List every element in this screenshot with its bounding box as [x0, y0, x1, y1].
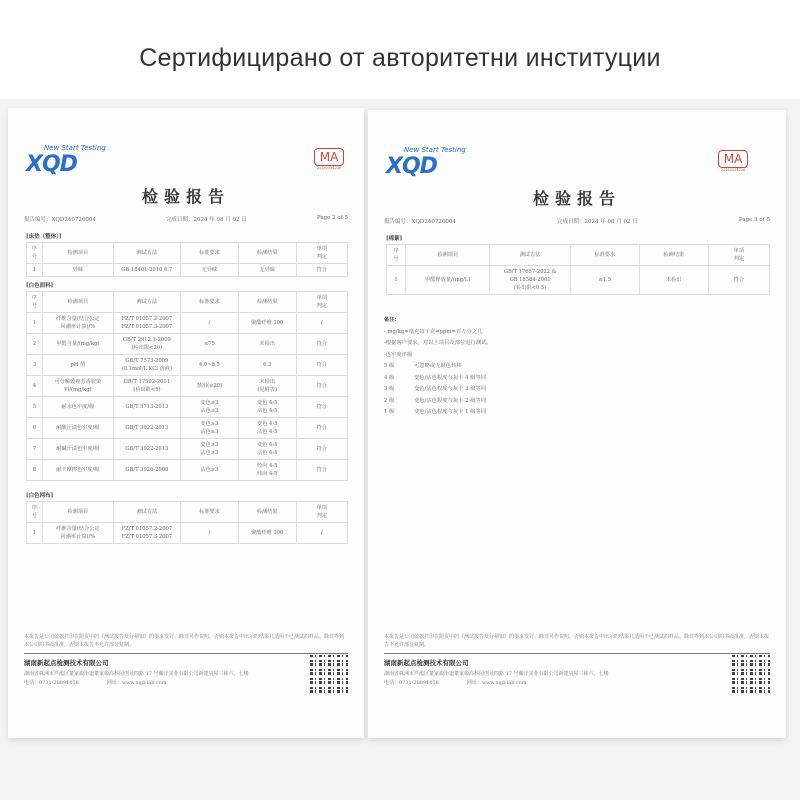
table-cell: FZ/T 01057.2-2007 FZ/T 01057.3-2007	[113, 523, 180, 544]
table-cell: GB/T 17592-2011 (检出限<5)	[113, 376, 180, 397]
table-header-row	[387, 245, 770, 266]
logo-tagline: New Start Testing	[44, 144, 106, 152]
table-row	[27, 313, 348, 334]
table-cell: 1	[387, 266, 406, 295]
column-header: 单项 判定	[708, 245, 769, 266]
column-header: 检测项目	[406, 245, 490, 266]
table-cell: 符合	[296, 376, 347, 397]
table-cell: 耐碱汗渍色牢度/级	[43, 439, 114, 460]
results-table	[26, 242, 348, 277]
table-cell: 未检出 (见附表)	[238, 376, 296, 397]
table-cell: 变色≥3 沾色≥3	[181, 439, 239, 460]
qr-code	[732, 655, 770, 693]
section-label: [床垫（整体）]	[26, 234, 62, 240]
table-cell: FZ/T 01057.2-2007 FZ/T 01057.3-2007	[113, 313, 180, 334]
note-line: - mg/kg=毫克每千克=ppm=百万分之几	[384, 328, 483, 335]
table-cell: GB/T 2912.1-2009 (检出限<20)	[113, 334, 180, 355]
table-cell: /	[296, 313, 347, 334]
table-cell: 无异味	[181, 264, 239, 277]
table-cell: 经向 4-5 纬向 4-5	[238, 460, 296, 481]
page-number: Page 2 of 5	[316, 215, 348, 221]
table-cell: 耐酸汗渍色牢度/级	[43, 418, 114, 439]
table-cell: 变色 4-5 沾色 4-5	[238, 439, 296, 460]
company-address: 湖南省株洲市芦淞区董家塅街道董家塅高科园创业四路 17 号瀚洋实业有限公司新建房屋三栋六、七楼	[384, 671, 609, 677]
table-row	[27, 355, 348, 376]
table-cell: GB/T 3922-2013	[113, 418, 180, 439]
table-cell: GB/T 3922-2013	[113, 439, 180, 460]
grade-level: 3 级	[384, 386, 395, 392]
phone: 电话：0731-28891058	[384, 680, 439, 686]
column-header: 检测项目	[43, 243, 114, 264]
table-row	[27, 460, 348, 481]
logo-mark: XQD	[386, 154, 437, 179]
column-header: 检测项目	[43, 502, 114, 523]
column-header: 序 号	[387, 245, 406, 266]
contact-line	[384, 679, 770, 686]
table-cell: ≤1.5	[570, 266, 639, 295]
table-cell: 符合	[296, 460, 347, 481]
table-cell: GB/T 17657-2022 & GB 18584-2001 (检出限<0.5)	[490, 266, 570, 295]
table-cell: 未检出	[238, 334, 296, 355]
logo-tagline: New Start Testing	[404, 146, 466, 154]
table-row	[27, 439, 348, 460]
column-header: 检测结果	[639, 245, 708, 266]
table-header-row	[27, 502, 348, 523]
results-tables	[26, 228, 348, 544]
results-table	[386, 244, 770, 295]
table-cell: 聚酯纤维 100	[238, 523, 296, 544]
report-footer	[384, 633, 770, 686]
table-cell: 甲醛释放量/(mg/L)	[406, 266, 490, 295]
note-line: -色牢度评级	[384, 351, 413, 358]
cma-number: 22180534236	[316, 166, 342, 170]
table-cell: GB/T 7573-2009 (0.1mol/L KCl 溶液)	[113, 355, 180, 376]
grade-row	[384, 361, 492, 373]
table-cell: 异味	[43, 264, 114, 277]
table-cell: 纤维含量(结合公定 回潮率计算)/%	[43, 313, 114, 334]
grade-desc: 变色/沾色程度与灰卡 2 级等同	[414, 397, 487, 404]
logo	[26, 144, 116, 180]
logo-mark: XQD	[26, 152, 77, 177]
banner	[0, 0, 800, 100]
table-cell: 甲醛含量/(mg/kg)	[43, 334, 114, 355]
table-cell: 1	[27, 313, 43, 334]
completion-date: 完成日期：2024 年 08 月 02 日	[556, 219, 638, 225]
table-cell: 6	[27, 418, 43, 439]
table-cell: GB/T 5713-2013	[113, 397, 180, 418]
report-page-2	[8, 108, 364, 738]
table-cell: 纤维含量(结合公定 回潮率计算)/%	[43, 523, 114, 544]
table-row	[27, 334, 348, 355]
page-number: Page 3 of 5	[738, 217, 770, 223]
table-cell: 耐水色牢度/级	[43, 397, 114, 418]
table-cell: 7	[27, 439, 43, 460]
table-header-row	[27, 292, 348, 313]
grade-level: 2 级	[384, 397, 395, 404]
column-header: 检测结果	[238, 243, 296, 264]
column-header: 单项 判定	[296, 502, 347, 523]
completion-date: 完成日期：2024 年 08 月 02 日	[165, 217, 247, 223]
disclaimer: 本报告是公司依据打印在附页中的《测试报告发行须知》的要求发行。除非另作说明，否则本报告中出示的结果只适用于已测试的样品。除非得到本公司的书面批准，否则本报告不允许部分复制。	[24, 633, 348, 654]
table-header-row	[27, 243, 348, 264]
report-title: 检验报告	[141, 187, 230, 206]
table-row	[27, 264, 348, 277]
report-page-3	[368, 110, 786, 738]
grade-level: 5 级	[384, 363, 395, 369]
report-number: 报告编号：XQD240726004	[384, 219, 456, 225]
table-cell: pH 值	[43, 355, 114, 376]
table-cell: 符合	[296, 397, 347, 418]
table-cell: 符合	[708, 266, 769, 295]
table-cell: 6.3	[238, 355, 296, 376]
column-header: 测试方法	[490, 245, 570, 266]
cma-seal	[718, 150, 748, 172]
grade-level: 1 级	[384, 409, 395, 415]
table-cell: 变色≥3 沾色≥3	[181, 418, 239, 439]
table-cell: 禁用(≤20)	[181, 376, 239, 397]
table-cell: 耐干摩擦色牢度/级	[43, 460, 114, 481]
website: 网址：www.xqd-lab.com	[106, 680, 167, 686]
column-header: 检测结果	[238, 502, 296, 523]
cma-mark: MA	[314, 148, 344, 166]
table-cell: 4.0~8.5	[181, 355, 239, 376]
company-name: 湖南新起点检测技术有限公司	[384, 659, 469, 667]
column-header: 检测结果	[238, 292, 296, 313]
table-cell: 可分解致癌芳香胺染 料/(mg/kg)	[43, 376, 114, 397]
report-title: 检验报告	[532, 189, 621, 208]
section-label: [白色面料]	[26, 283, 54, 289]
column-header: 标准要求	[181, 292, 239, 313]
grade-desc: 变色/沾色程度与灰卡 1 级等同	[414, 409, 487, 415]
table-cell: 5	[27, 397, 43, 418]
table-cell: ≤75	[181, 334, 239, 355]
table-cell: 2	[27, 334, 43, 355]
table-cell: 聚酯纤维 100	[238, 313, 296, 334]
table-cell: 8	[27, 460, 43, 481]
qr-code	[310, 655, 348, 693]
notes	[384, 315, 492, 419]
grade-level: 4 级	[384, 374, 395, 381]
report-footer	[24, 633, 348, 686]
table-cell: 沾色≥3	[181, 460, 239, 481]
column-header: 序 号	[27, 243, 43, 264]
results-table	[26, 291, 348, 481]
table-cell: 4	[27, 376, 43, 397]
grade-desc: 可忽略或无颜色转移	[414, 363, 462, 369]
table-row	[27, 376, 348, 397]
column-header: 单项 判定	[296, 243, 347, 264]
banner-title: Сертифицирано от авторитетни институции	[139, 44, 661, 72]
column-header: 测试方法	[113, 502, 180, 523]
table-cell: /	[181, 313, 239, 334]
results-table	[26, 501, 348, 544]
grade-row	[384, 384, 492, 396]
website: 网址：www.xqd-lab.com	[466, 680, 527, 686]
section-label: [棉絮]	[386, 236, 403, 242]
column-header: 标准要求	[570, 245, 639, 266]
column-header: 标准要求	[181, 502, 239, 523]
logo	[386, 146, 476, 182]
table-cell: 符合	[296, 439, 347, 460]
cma-number: 22180534236	[720, 168, 746, 172]
report-meta	[384, 217, 770, 225]
grade-desc: 变色/沾色程度与灰卡 3 级等同	[414, 386, 487, 392]
column-header: 单项 判定	[296, 292, 347, 313]
table-cell: 无异味	[238, 264, 296, 277]
results-tables	[386, 230, 770, 295]
table-cell: 符合	[296, 355, 347, 376]
grade-desc: 变色/沾色程度与灰卡 4 级等同	[414, 374, 487, 381]
table-cell: 变色 4-5 沾色 4-5	[238, 397, 296, 418]
table-row	[27, 418, 348, 439]
column-header: 检测项目	[43, 292, 114, 313]
section-label: [白色网布]	[26, 493, 54, 499]
table-cell: 未检出	[639, 266, 708, 295]
cma-seal	[314, 148, 344, 170]
table-cell: 1	[27, 264, 43, 277]
note-line: -根据客户要求，对以上项目及部位进行测试。	[384, 340, 492, 346]
notes-heading: 备注:	[384, 317, 397, 323]
column-header: 测试方法	[113, 292, 180, 313]
disclaimer: 本报告是公司依据打印在附页中的《测试报告发行须知》的要求发行。除非另作说明，否则本报告中出示的结果只适用于已测试的样品。除非得到本公司的书面批准，否则本报告不允许部分复制。	[384, 633, 770, 654]
table-cell: GB/T 3920-2008	[113, 460, 180, 481]
table-cell: /	[181, 523, 239, 544]
cma-mark: MA	[718, 150, 748, 168]
table-cell: 符合	[296, 418, 347, 439]
table-cell: GB 18401-2010 6.7	[113, 264, 180, 277]
table-cell: 3	[27, 355, 43, 376]
report-number: 报告编号：XQD240726004	[24, 217, 96, 223]
table-cell: 变色≥3 沾色≥3	[181, 397, 239, 418]
table-row	[27, 523, 348, 544]
table-cell: 变色 4-5 沾色 4-5	[238, 418, 296, 439]
column-header: 测试方法	[113, 243, 180, 264]
column-header: 标准要求	[181, 243, 239, 264]
report-meta	[24, 215, 348, 223]
contact-line	[24, 679, 348, 686]
phone: 电话：0731-28891058	[24, 680, 79, 686]
grade-row	[384, 396, 492, 408]
table-row	[387, 266, 770, 295]
table-cell: 符合	[296, 334, 347, 355]
column-header: 序 号	[27, 502, 43, 523]
grade-row	[384, 407, 492, 419]
table-cell: 符合	[296, 264, 347, 277]
column-header: 序 号	[27, 292, 43, 313]
company-name: 湖南新起点检测技术有限公司	[24, 659, 109, 667]
table-row	[27, 397, 348, 418]
company-address: 湖南省株洲市芦淞区董家塅街道董家塅高科园创业四路 17 号瀚洋实业有限公司新建房屋三栋六、七楼	[24, 671, 249, 677]
grade-row	[384, 373, 492, 385]
table-cell: /	[296, 523, 347, 544]
table-cell: 1	[27, 523, 43, 544]
